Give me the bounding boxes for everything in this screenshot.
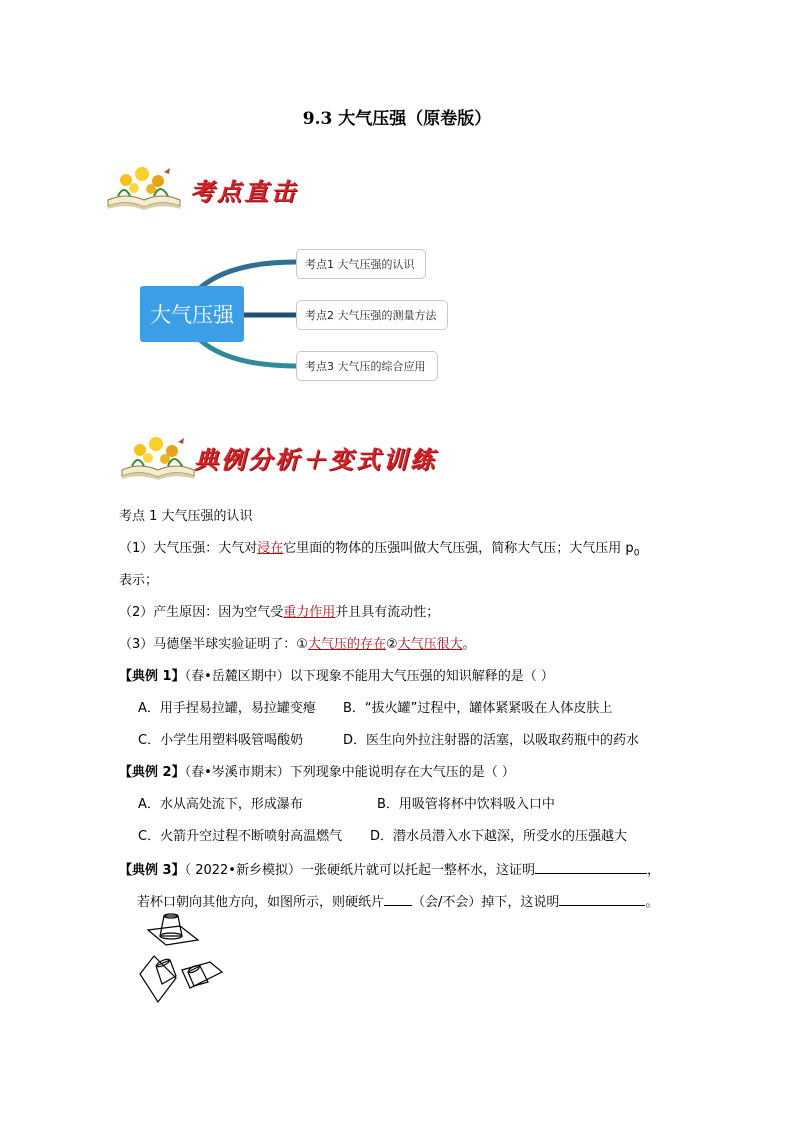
text-run: （2）产生原因：因为空气受 bbox=[119, 605, 284, 620]
text-run: 。 bbox=[462, 637, 476, 652]
text-run: ② bbox=[385, 637, 398, 652]
text-run: （1）大气压强：大气对 bbox=[119, 541, 258, 556]
text-run: 并且具有流动性； bbox=[335, 605, 440, 620]
example-label: 【典例 3】 bbox=[119, 863, 185, 878]
example-label: 【典例 1】 bbox=[119, 669, 185, 684]
kaodian1-point2 bbox=[119, 605, 439, 621]
kaodian1-heading: 考点 1 大气压强的认识 bbox=[119, 509, 253, 524]
example2-option-b: B．用吸管将杯中饮料吸入口中 bbox=[377, 797, 555, 812]
example1-option-b: B．“拔火罐”过程中，罐体紧紧吸在人体皮肤上 bbox=[343, 701, 613, 716]
underlined-term: 浸在 bbox=[257, 541, 284, 556]
answer-blank[interactable] bbox=[559, 893, 645, 906]
example-label: 【典例 2】 bbox=[119, 765, 185, 780]
page-title: 9.3 大气压强（原卷版） bbox=[302, 109, 492, 129]
example2-option-c: C．火箭升空过程不断喷射高温燃气 bbox=[138, 829, 343, 844]
underlined-term: 大气压很大 bbox=[397, 637, 463, 652]
book-flowers-icon bbox=[118, 432, 198, 482]
section2-title: 典例分析＋变式训练 bbox=[194, 445, 437, 474]
answer-blank[interactable] bbox=[384, 893, 412, 906]
example2-option-d: D．潜水员潜入水下越深，所受水的压强越大 bbox=[370, 829, 628, 844]
mindmap-root: 大气压强 bbox=[140, 286, 244, 342]
example2-option-a: A．水从高处流下，形成瀑布 bbox=[138, 797, 303, 812]
example1-option-d: D．医生向外拉注射器的活塞，以吸取药瓶中的药水 bbox=[343, 733, 640, 748]
example2-stem bbox=[119, 765, 515, 781]
section-banner-2 bbox=[118, 432, 518, 482]
text-run: 。 bbox=[645, 895, 659, 910]
subscript: 0 bbox=[633, 548, 640, 559]
example3-stem bbox=[119, 861, 660, 879]
section1-title: 考点直击 bbox=[190, 177, 298, 206]
underlined-term: 大气压的存在 bbox=[307, 637, 386, 652]
text-run: （3）马德堡半球实验证明了：① bbox=[119, 637, 308, 652]
text-run: 它里面的物体的压强叫做大气压强，简称大气压；大气压用 p bbox=[283, 541, 634, 556]
text-run: 若杯口朝向其他方向，如图所示，则硬纸片 bbox=[137, 895, 385, 910]
text-run: （春•岳麓区期中）以下现象不能用大气压强的知识解释的是（ ） bbox=[184, 669, 554, 684]
kaodian1-point1-cont: 表示； bbox=[119, 573, 159, 588]
text-run: （会/不会）掉下，这说明 bbox=[412, 895, 560, 910]
mindmap-node-3: 考点3 大气压的综合应用 bbox=[296, 351, 438, 381]
example1-option-c: C．小学生用塑料吸管喝酸奶 bbox=[138, 733, 304, 748]
text-run: （春•岑溪市期末）下列现象中能说明存在大气压的是（ ） bbox=[184, 765, 515, 780]
example1-option-a: A．用手捏易拉罐，易拉罐变瘪 bbox=[138, 701, 316, 716]
example1-stem bbox=[119, 669, 554, 685]
kaodian1-point1 bbox=[119, 541, 639, 562]
text-run: ， bbox=[646, 863, 660, 878]
answer-blank[interactable] bbox=[535, 861, 647, 874]
underlined-term: 重力作用 bbox=[283, 605, 336, 620]
mindmap-node-1: 考点1 大气压强的认识 bbox=[296, 249, 426, 279]
cup-card-diagram bbox=[136, 912, 236, 1008]
mindmap-node-2: 考点2 大气压强的测量方法 bbox=[296, 300, 448, 330]
kaodian1-point3 bbox=[119, 637, 476, 653]
example3-line2 bbox=[137, 893, 658, 911]
text-run: （ 2022•新乡模拟）一张硬纸片就可以托起一整杯水，这证明 bbox=[184, 863, 535, 878]
